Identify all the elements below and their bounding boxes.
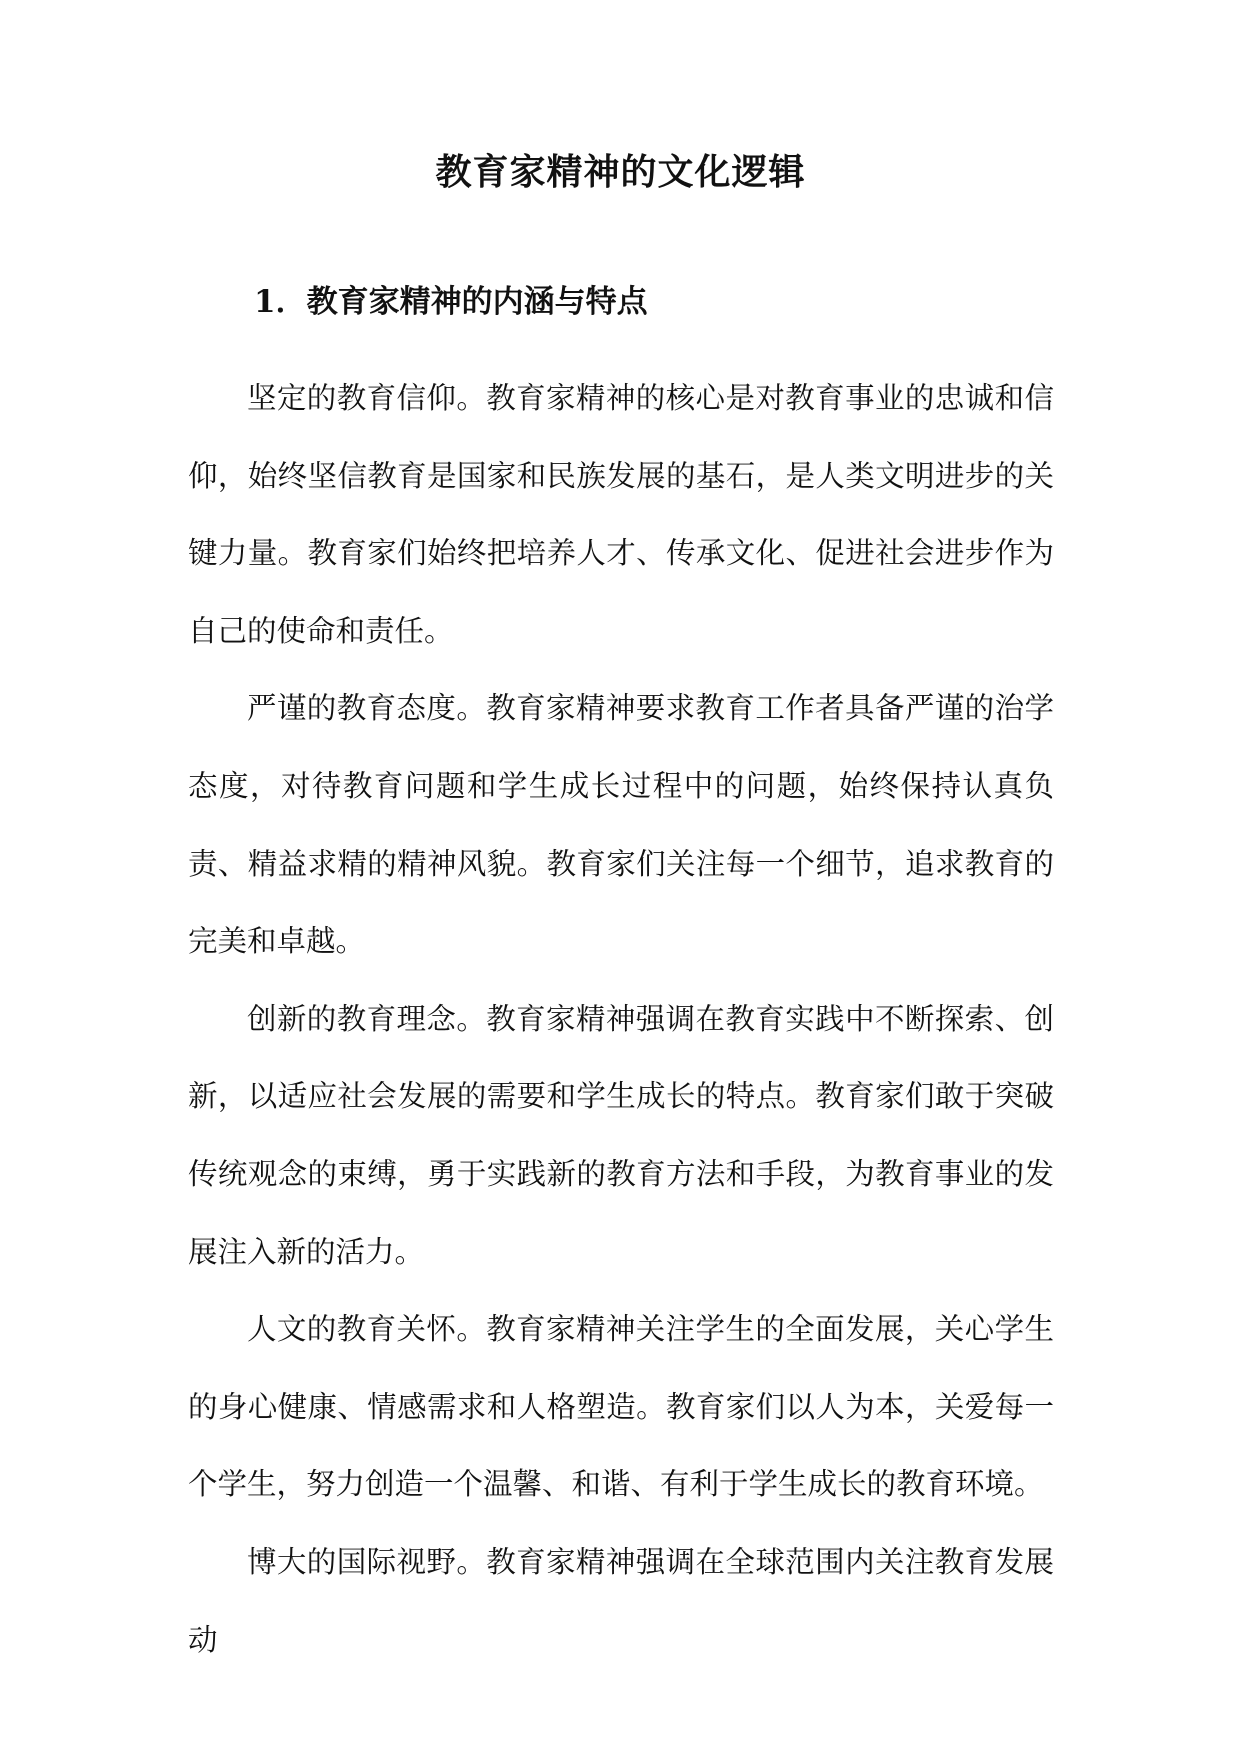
document-title: 教育家精神的文化逻辑 <box>435 151 806 193</box>
section-heading: 1．教育家精神的内涵与特点 <box>254 284 648 320</box>
paragraph-international-vision: 博大的国际视野。教育家精神强调在全球范围内关注教育发展动 <box>188 1544 1054 1657</box>
paragraph-belief: 坚定的教育信仰。教育家精神的核心是对教育事业的忠诚和信仰，始终坚信教育是国家和民族发展的基石，是人类文明进步的关键力量。教育家们始终把培养人才、传承文化、促进社会进步作为自己的使命和责任。 <box>188 381 1054 648</box>
paragraph-attitude: 严谨的教育态度。教育家精神要求教育工作者具备严谨的治学态度，对待教育问题和学生成长过程中的问题，始终保持认真负责、精益求精的精神风貌。教育家们关注每一个细节，追求教育的完美和卓越。 <box>188 691 1054 959</box>
document-body <box>188 360 1054 1679</box>
paragraph-innovation: 创新的教育理念。教育家精神强调在教育实践中不断探索、创新，以适应社会发展的需要和学生成长的特点。教育家们敢于突破传统观念的束缚，勇于实践新的教育方法和手段，为教育事业的发展注入新的活力。 <box>188 1001 1054 1269</box>
paragraph-humanistic-care: 人文的教育关怀。教育家精神关注学生的全面发展，关心学生的身心健康、情感需求和人格塑造。教育家们以人为本，关爱每一个学生，努力创造一个温馨、和谐、有利于学生成长的教育环境。 <box>188 1312 1054 1502</box>
